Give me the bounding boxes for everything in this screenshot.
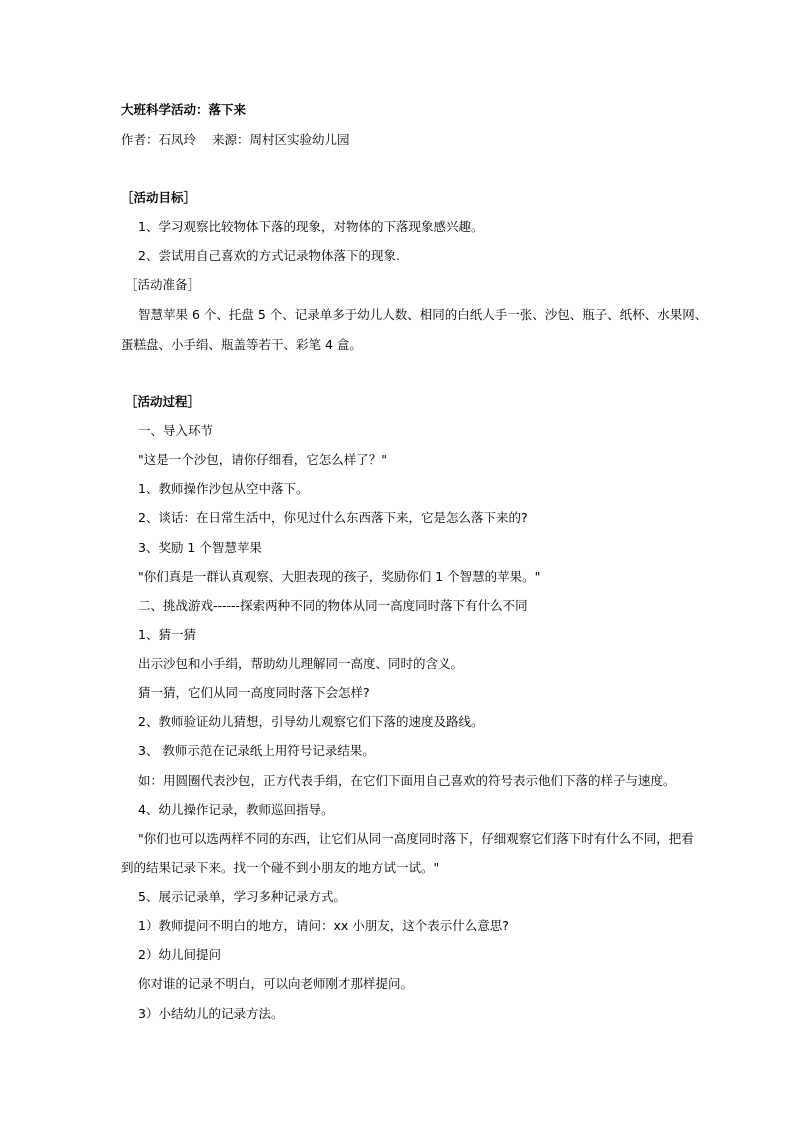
process-line: 1、猜一猜 <box>138 627 196 642</box>
process-line: 2、谈话：在日常生活中，你见过什么东西落下来，它是怎么落下来的? <box>138 510 528 525</box>
process-line: 一、导入环节 <box>138 423 214 438</box>
goals-heading: ［活动目标］ <box>121 190 197 205</box>
process-line: "你们真是一群认真观察、大胆表现的孩子，奖励你们 1 个智慧的苹果。" <box>138 569 541 584</box>
process-line: 猜一猜，它们从同一高度同时落下会怎样? <box>138 685 370 700</box>
process-line: 出示沙包和小手绢，帮助幼儿理解同一高度、同时的含义。 <box>138 656 464 671</box>
process-line: "这是一个沙包，请你仔细看，它怎么样了？" <box>138 452 387 467</box>
process-line: 你对谁的记录不明白，可以向老师刚才那样提问。 <box>138 976 414 991</box>
document-title: 大班科学活动：落下来 <box>121 102 247 117</box>
process-line: 二、挑战游戏------探索两种不同的物体从同一高度同时落下有什么不同 <box>138 598 528 613</box>
process-line: 2、教师验证幼儿猜想，引导幼儿观察它们下落的速度及路线。 <box>138 714 484 729</box>
prep-heading: ［活动准备］ <box>125 277 201 292</box>
source-label: 来源：周村区实验幼儿园 <box>212 132 350 147</box>
process-line: 3、 教师示范在记录纸上用符号记录结果。 <box>138 743 375 758</box>
process-line: 3、奖励 1 个智慧苹果 <box>138 540 262 555</box>
process-line: 4、幼儿操作记录，教师巡回指导。 <box>138 802 334 817</box>
process-line: 1）教师提问不明白的地方，请问：xx 小朋友，这个表示什么意思? <box>138 918 509 933</box>
prep-text-line: 蛋糕盘、小手绢、瓶盖等若干、彩笔 4 盒。 <box>121 337 362 352</box>
process-line: 1、教师操作沙包从空中落下。 <box>138 481 309 496</box>
process-line: 如：用圆圈代表沙包，正方代表手绢，在它们下面用自己喜欢的符号表示他们下落的样子与速度。 <box>138 773 676 788</box>
goal-item: 2、尝试用自己喜欢的方式记录物体落下的现象. <box>138 248 400 263</box>
process-heading: ［活动过程］ <box>125 394 201 409</box>
prep-text-line: 智慧苹果 6 个、托盘 5 个、记录单多于幼儿人数、相同的白纸人手一张、沙包、瓶子、纸杯、水果网、 <box>138 307 708 322</box>
process-line: 3）小结幼儿的记录方法。 <box>138 1006 284 1021</box>
process-line: 5、展示记录单，学习多种记录方式。 <box>138 889 346 904</box>
process-line: 2）幼儿间提问 <box>138 947 221 962</box>
process-line: "你们也可以选两样不同的东西，让它们从同一高度同时落下，仔细观察它们落下时有什么不同，把看 <box>138 831 694 846</box>
goal-item: 1、学习观察比较物体下落的现象，对物体的下落现象感兴趣。 <box>138 219 484 234</box>
process-line: 到的结果记录下来。找一个碰不到小朋友的地方试一试。" <box>121 860 440 875</box>
author-label: 作者：石凤玲 <box>121 132 197 147</box>
